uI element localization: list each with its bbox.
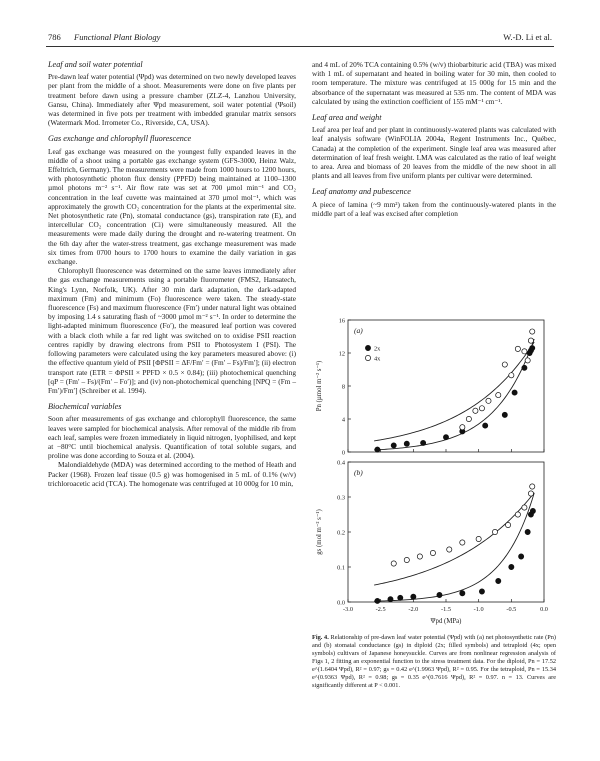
panel-b-frame bbox=[348, 462, 544, 602]
panel-b-point-4x bbox=[528, 491, 533, 496]
panel-b-xtick-label: 0.0 bbox=[540, 606, 548, 613]
legend-marker-2x bbox=[365, 345, 370, 350]
panel-b-point-4x bbox=[476, 536, 481, 541]
panel-a-label: (a) bbox=[354, 326, 363, 335]
body-paragraph: Soon after measurements of gas exchange and chlorophyll fluorescence, the same leaves were sampled for biochemical analysis. After removal of the middle rib from each leaf, samples were frozen immediately in liquid nitrogen, lyophilised, and kept at −80°C until biochemical analysis. Quantification of total soluble sugars, and proline was done according to Souza et al. (2004). bbox=[48, 414, 296, 461]
panel-a-point-4x bbox=[466, 416, 471, 421]
panel-b-curve-4x bbox=[374, 493, 534, 585]
panel-b-xtick-label: -1.5 bbox=[441, 606, 451, 613]
panel-a-point-4x bbox=[525, 358, 530, 363]
panel-a-point-4x bbox=[522, 349, 527, 354]
panel-b-point-4x bbox=[460, 540, 465, 545]
panel-b-xtick-label: -2.0 bbox=[408, 606, 419, 613]
panel-b-point-4x bbox=[447, 547, 452, 552]
panel-b-point-4x bbox=[417, 554, 422, 559]
panel-b-ytick-label: 0.4 bbox=[337, 459, 345, 467]
legend-marker-4x bbox=[365, 355, 370, 360]
body-paragraph: A piece of lamina (~9 mm²) taken from the continuously-watered plants in the middle part of a leaf was excised after completion bbox=[312, 199, 556, 218]
body-paragraph: Chlorophyll fluorescence was determined on the same leaves immediately after the gas exchange measurements using a portable fluorometer (FMS2, Hansatech, King's Lynn, Norfolk, UK). After 30 min dark adaptation, the dark-adapted maximum (Fm) and minimum (Fo) fluorescence were taken. The steady-state fluorescence (Fs) and maximum fluorescence (Fm′) under natural light was obtained by imposing 1.4 s saturating flash of ~3000 µmol m⁻² s⁻¹. In order to determine the light-adapted minimum fluorescence (Fo′), the measured leaf portion was covered with a black cloth while a far red light was switched on to oxidise PSII reaction centres rapidly by drawing electrons from PSII to Photosystem I (PSI). The following parameters were calculated using the key parameters measured above: (i) the effective quantum yield of PSII [ΦPSII = ΔF/Fm′ = (Fm′ – Fs)/Fm′]; (ii) electron transport rate (ETR = ΦPSII × PPFD × 0.5 × 0.84); (iii) photochemical quenching [qP = (Fm′ – Fs)/(Fm′ – Fo′)]; and (iv) non-photochemical quenching [NPQ = (Fm – Fm′)/Fm′] (Schreiber et al. 1994). bbox=[48, 266, 296, 395]
panel-a-point-4x bbox=[486, 398, 491, 403]
panel-a-point-2x bbox=[443, 435, 448, 440]
body-paragraph: Pre-dawn leaf water potential (Ψpd) was determined on two newly developed leaves per plant from the middle of a shoot. Measurements were done on five plants per treatment before dawn using a pressure chamber (ZLZ-4, Lanzhou University, Gansu, China). Immediately after Ψpd measurement, soil water potential (Ψsoil) was determined in five pots per treatment with imbedded granular matrix sensors (Watermark Mod. Irrometer Co., Riverside, CA, USA). bbox=[48, 72, 296, 128]
panel-a-point-4x bbox=[528, 338, 533, 343]
panel-b-point-2x bbox=[496, 578, 501, 583]
panel-a-point-2x bbox=[391, 443, 396, 448]
panel-b-point-4x bbox=[391, 561, 396, 566]
panel-b-xtick-label: -3.0 bbox=[343, 606, 353, 613]
panel-a-ylabel: Pn (µmol m⁻² s⁻¹) bbox=[316, 360, 323, 412]
panel-b-point-4x bbox=[430, 550, 435, 555]
figure-4-chart bbox=[312, 312, 556, 632]
panel-b-point-2x bbox=[530, 508, 535, 513]
section-heading: Leaf area and weight bbox=[312, 113, 382, 123]
panel-b-xtick-label: -2.5 bbox=[375, 606, 386, 613]
panel-b-point-4x bbox=[530, 484, 535, 489]
panel-b-point-2x bbox=[398, 595, 403, 600]
caption-text: Relationship of pre-dawn leaf water potential (Ψpd) with (a) net photosynthetic rate (Pn) and (b) stomatal conductance (gs) in diploid (2x; filled symbols) and tetraploid (4x; open symbols) cultivars of Japanese honeysuckle. Curves are from nonlinear regression analysis of Figs 1, 2 fitting an exponential function to the stress treatment data. For the diploid, Pn = 17.52 e^(1.6404 Ψpd), R² = 0.97; gs = 0.42 e^(1.9963 Ψpd), R² = 0.95. For the tetraploid, Pn = 15.34 e^(0.9363 Ψpd), R² = 0.98; gs = 0.35 e^(0.7616 Ψpd), R² = 0.97. n = 13. Curves are significantly different at P < 0.001. bbox=[312, 634, 556, 689]
left-column bbox=[48, 60, 296, 488]
section-heading: Leaf and soil water potential bbox=[48, 60, 143, 69]
panel-a-ytick-label: 4 bbox=[341, 416, 345, 424]
panel-b-point-2x bbox=[375, 598, 380, 603]
section-heading: Gas exchange and chlorophyll fluorescence bbox=[48, 134, 192, 144]
panel-b-xtick-label: -1.0 bbox=[473, 606, 484, 613]
figure-caption bbox=[312, 634, 556, 690]
panel-a-point-4x bbox=[530, 329, 535, 334]
panel-b-point-2x bbox=[388, 597, 393, 602]
panel-b-xtick-label: -0.5 bbox=[506, 606, 517, 613]
panel-b-ytick-label: 0.3 bbox=[337, 494, 345, 502]
panel-b-xlabel: Ψpd (MPa) bbox=[430, 618, 462, 625]
panel-a-point-4x bbox=[479, 406, 484, 411]
panel-a-frame bbox=[348, 320, 544, 452]
panel-a-point-4x bbox=[496, 392, 501, 397]
figure-4 bbox=[312, 312, 556, 632]
panel-b-point-2x bbox=[411, 594, 416, 599]
panel-a-point-2x bbox=[375, 447, 380, 452]
body-paragraph: Malondialdehyde (MDA) was determined according to the method of Heath and Packer (1968). Frozen leaf tissue (0.5 g) was homogenised in 5 mL of 0.1% (w/v) trichloroacetic acid (TCA). The homogenate was centrifuged at 10 000g for 10 min, bbox=[48, 460, 296, 488]
legend-label-4x: 4x bbox=[374, 355, 381, 363]
panel-a-ytick-label: 8 bbox=[341, 383, 345, 391]
panel-a-curve-2x bbox=[374, 339, 534, 450]
panel-a-point-2x bbox=[421, 440, 426, 445]
legend-label-2x: 2x bbox=[374, 345, 381, 353]
panel-b-point-4x bbox=[492, 529, 497, 534]
panel-a-point-2x bbox=[404, 441, 409, 446]
panel-b-point-4x bbox=[515, 512, 520, 517]
panel-b-point-4x bbox=[522, 505, 527, 510]
panel-b-point-2x bbox=[460, 591, 465, 596]
panel-a-point-2x bbox=[530, 345, 535, 350]
panel-a-ytick-label: 16 bbox=[338, 317, 345, 325]
body-paragraph: Leaf area per leaf and per plant in continuously-watered plants was calculated with leaf analysis software (WinFOLIA 2004a, Regent Instruments Inc., Québec, Canada) at the completion of the experiment. Single leaf area was measured after determination of leaf fresh weight. LMA was calculated as the ratio of leaf weight to area. Area and biomass of 20 leaves from the middle of the new shoot in all plants and all leaves from five uniform plants per cultivar were determined. bbox=[312, 125, 556, 181]
page-number: 786 bbox=[48, 32, 61, 42]
panel-b-point-2x bbox=[525, 529, 530, 534]
body-paragraph: and 4 mL of 20% TCA containing 0.5% (w/v) thiobarbituric acid (TBA) was mixed with 1 mL of supernatant and heated in boiling water for 30 min, then cooled to room temperature. The mixture was centrifuged at 15 000g for 15 min and the absorbance of the supernatant was measured at 535 nm. The content of MDA was calculated by using the extinction coefficient of 155 mM⁻¹ cm⁻¹. bbox=[312, 60, 556, 106]
panel-b-point-2x bbox=[519, 554, 524, 559]
panel-a-point-4x bbox=[515, 346, 520, 351]
panel-b-curve-2x bbox=[374, 493, 534, 601]
panel-b-point-2x bbox=[509, 564, 514, 569]
right-column bbox=[312, 60, 556, 218]
panel-b-point-4x bbox=[404, 557, 409, 562]
panel-a-ytick-label: 0 bbox=[341, 449, 345, 457]
header-rule bbox=[46, 46, 554, 47]
running-authors: W.-D. Li et al. bbox=[503, 32, 552, 42]
section-heading: Biochemical variables bbox=[48, 402, 122, 412]
panel-a-point-4x bbox=[473, 408, 478, 413]
caption-label: Fig. 4. bbox=[312, 634, 329, 641]
panel-b-point-2x bbox=[479, 589, 484, 594]
panel-a-ytick-label: 12 bbox=[338, 350, 345, 358]
journal-name: Functional Plant Biology bbox=[74, 32, 161, 42]
panel-a-point-4x bbox=[509, 373, 514, 378]
section-heading: Leaf anatomy and pubescence bbox=[312, 187, 411, 197]
panel-b-label: (b) bbox=[354, 468, 363, 477]
panel-a-point-2x bbox=[522, 365, 527, 370]
body-paragraph: Leaf gas exchange was measured on the youngest fully expanded leaves in the middle of a shoot using a portable gas exchange system (GFS-3000, Heinz Walz, Effeltrich, Germany). The measurements were made from 1000 hours to 1200 hours, with photosynthetic photon flux density (PPFD) being maintained at 1100–1300 µmol photons m⁻² s⁻¹. Air flow rate was set at 700 µmol min⁻¹ and CO₂ concentration in the leaf cuvette was maintained at 370 µmol mol⁻¹, which was approximately the growth CO₂ concentration for the plants at the experimental site. Net photosynthetic rate (Pn), stomatal conductance (gs), transpiration rate (E), and intercellular CO₂ concentration (Ci) were simultaneously measured. All the measurements were made daily during the drought and re-watering treatment. On the 6th day after the water-stress treatment, gas exchange measurement was made six times from 0700 hours to 1700 hours to examine the daily variation in gas exchange. bbox=[48, 146, 296, 267]
panel-b-ytick-label: 0.2 bbox=[337, 529, 345, 537]
panel-b-ytick-label: 0.1 bbox=[337, 564, 345, 572]
panel-b-ylabel: gs (mol m⁻² s⁻¹) bbox=[316, 509, 323, 555]
panel-a-point-2x bbox=[512, 390, 517, 395]
panel-a-point-2x bbox=[502, 412, 507, 417]
panel-a-point-4x bbox=[502, 362, 507, 367]
panel-a-point-2x bbox=[483, 423, 488, 428]
panel-b-point-2x bbox=[437, 592, 442, 597]
panel-a-curve-4x bbox=[374, 342, 534, 441]
panel-b-ytick-label: 0.0 bbox=[337, 599, 345, 607]
panel-a-point-4x bbox=[460, 425, 465, 430]
panel-b-point-4x bbox=[505, 522, 510, 527]
